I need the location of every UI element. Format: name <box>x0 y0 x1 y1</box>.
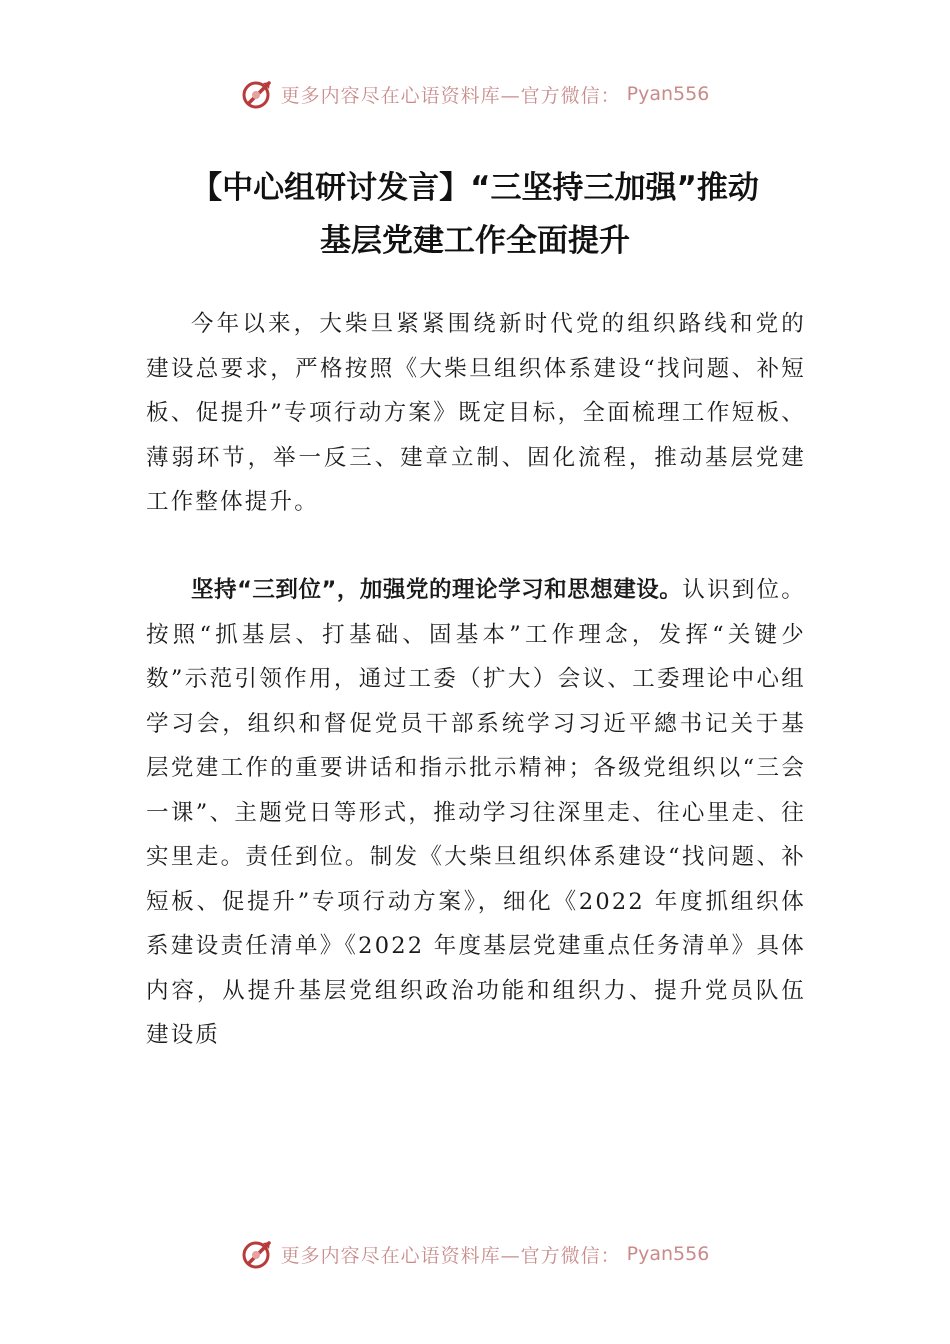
body-paragraph-2 <box>146 568 806 1058</box>
title-line-2: 基层党建工作全面提升 <box>320 223 630 259</box>
brand-logo-icon <box>241 1237 275 1271</box>
watermark-text: 更多内容尽在心语资料库—官方微信： <box>280 84 621 107</box>
title-line-1: 【中心组研讨发言】“三坚持三加强”推动 <box>191 170 759 206</box>
watermark-wechat-id: Pyan556 <box>626 1243 710 1265</box>
watermark-wechat-id: Pyan556 <box>626 83 710 105</box>
brand-logo-icon <box>241 77 275 111</box>
paragraph-2-body: 认识到位。按照“抓基层、打基础、固基本”工作理念，发挥“关键少数”示范引领作用，通过工委（扩大）会议、工委理论中心组学习会，组织和督促党员干部系统学习习近平總书记关于基层党建工作的重要讲话和指示批示精神；各级党组织以“三会一课”、主题党日等形式，推动学习往深里走、往心里走、往实里走。责任到位。制发《大柴旦组织体系建设“找问题、补短板、促提升”专项行动方案》，细化《2022 年度抓组织体系建设责任清单》《2022 年度基层党建重点任务清单》具体内容，从提升基层党组织政治功能和组织力、提升党员队伍建设质 <box>146 577 806 1048</box>
body-paragraph-1: 今年以来，大柴旦紧紧围绕新时代党的组织路线和党的建设总要求，严格按照《大柴旦组织体系建设“找问题、补短板、促提升”专项行动方案》既定目标，全面梳理工作短板、薄弱环节，举一反三、建章立制、固化流程，推动基层党建工作整体提升。 <box>146 311 806 515</box>
watermark-text: 更多内容尽在心语资料库—官方微信： <box>280 1244 621 1267</box>
footer-watermark <box>0 1234 950 1274</box>
document-title <box>100 162 850 268</box>
header-watermark <box>0 74 950 114</box>
paragraph-2-heading: 坚持“三到位”，加强党的理论学习和思想建设。 <box>191 577 683 603</box>
